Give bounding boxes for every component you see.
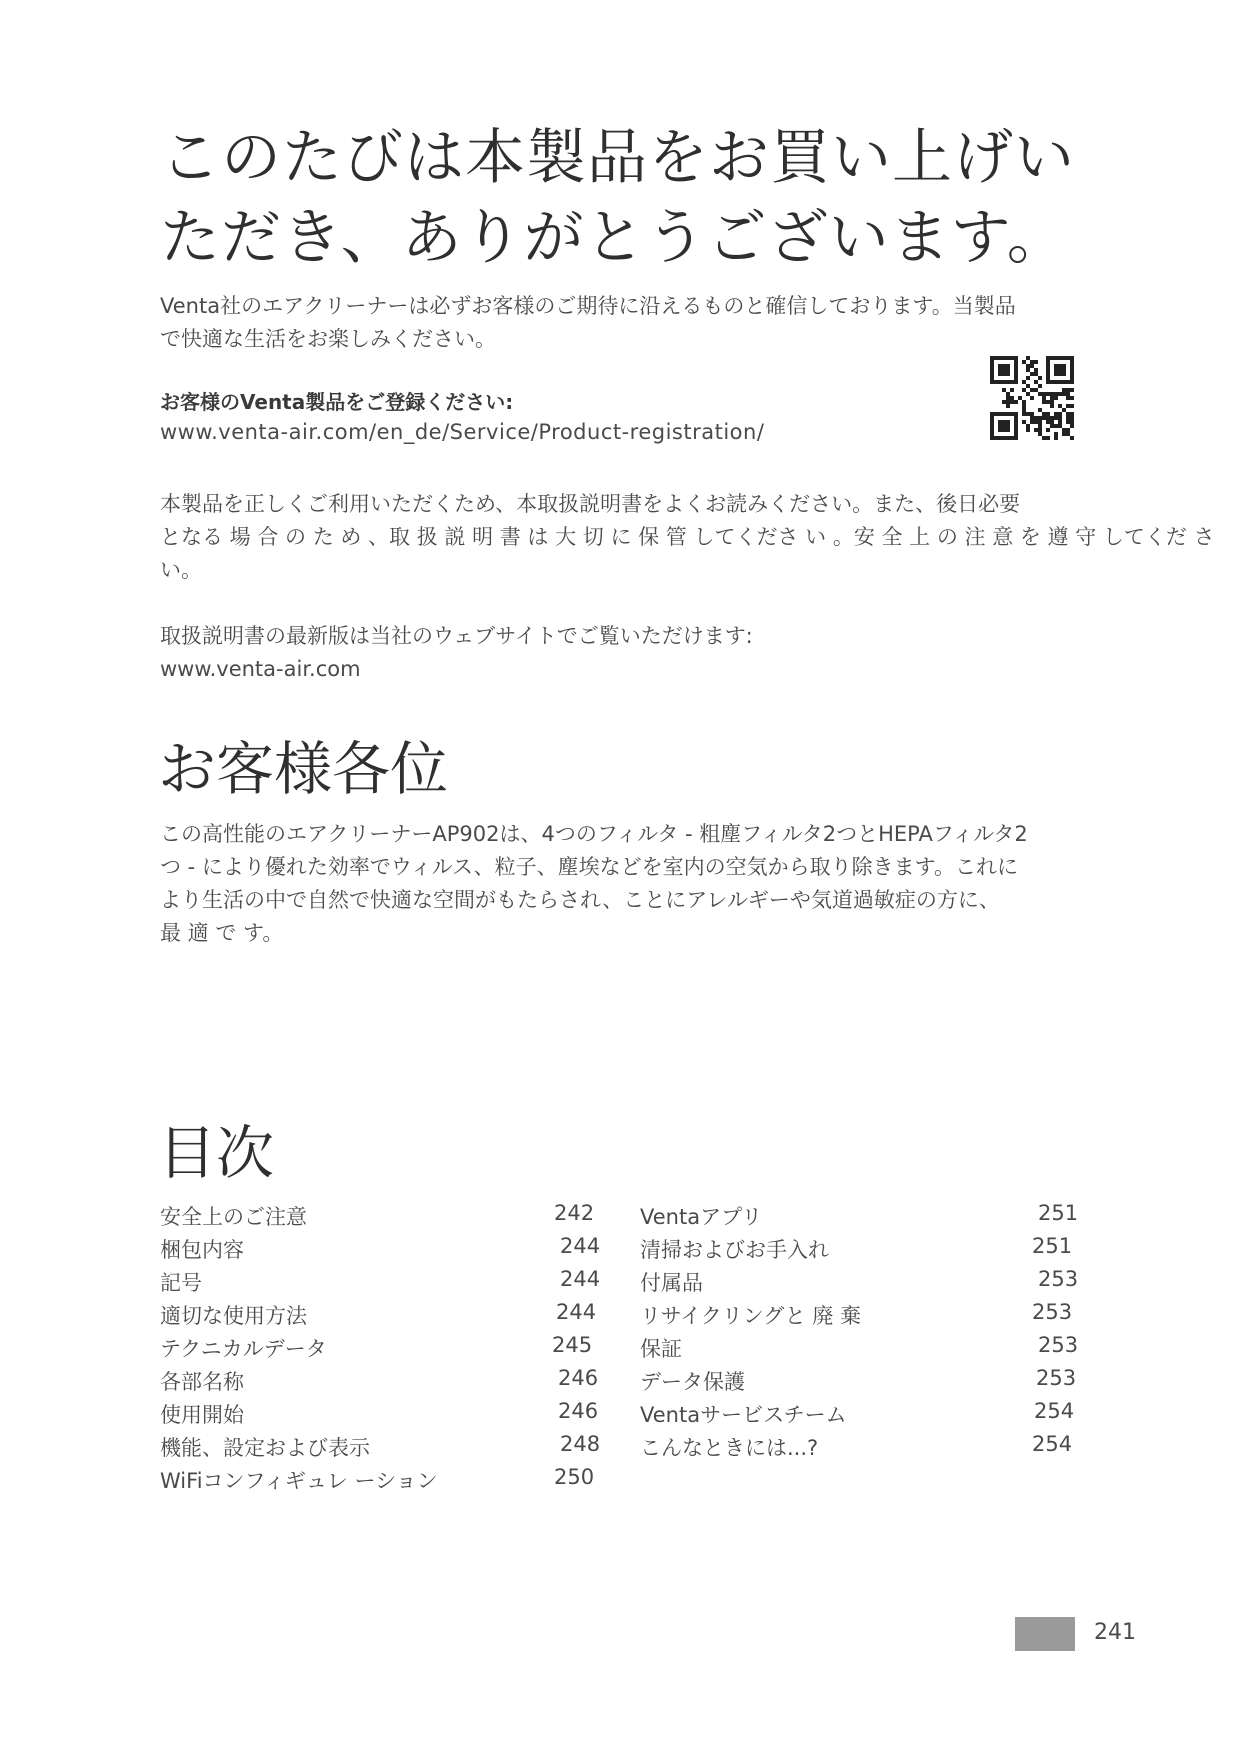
intro-paragraph [160,290,1016,356]
customers-line-2: つ - により優れた効率でウィルス、粒子、塵埃などを室内の空気から取り除きます。これに [160,855,1018,879]
toc-entry-page: 246 [558,1366,599,1390]
latest-manual-url[interactable]: www.venta-air.com [160,657,361,681]
toc-entry-label: テクニカルデータ [160,1337,327,1361]
toc-entry-label: こんなときには...? [640,1436,819,1460]
registration-url[interactable]: www.venta-air.com/en_de/Service/Product-registration/ [160,420,765,444]
toc-entry-page: 244 [560,1267,601,1291]
toc-entry-page: 246 [558,1399,599,1423]
toc-entry-page: 250 [554,1465,595,1489]
toc-entry-label: 保証 [640,1337,682,1361]
page-number: 241 [1094,1620,1136,1645]
toc-entry-page: 251 [1038,1201,1079,1225]
toc-entry-page: 253 [1036,1366,1077,1390]
toc-entry-label: データ保護 [640,1370,745,1394]
toc-entry-label: Ventaサービスチーム [640,1403,847,1427]
toc-entry-label: 安全上のご注意 [160,1205,307,1229]
read-notice-paragraph [160,488,1215,587]
registration-label: お客様のVenta製品をご登録ください: [160,390,514,414]
intro-line-1: Venta社のエアクリーナーは必ずお客様のご期待に沿えるものと確信しております。当製品 [160,294,1016,318]
toc-entry-page: 244 [556,1300,597,1324]
toc-entry-label: 機能、設定および表示 [160,1436,370,1460]
read-notice-line-3: い。 [160,558,202,582]
toc-entry-page: 244 [560,1234,601,1258]
qr-code-icon [990,356,1074,440]
latest-manual-line-1: 取扱説明書の最新版は当社のウェブサイトでご覧いただけます: [160,624,753,648]
toc-entry-page: 254 [1032,1432,1073,1456]
toc-entry-label: 記号 [160,1271,202,1295]
intro-line-2: で快適な生活をお楽しみください。 [160,327,496,351]
toc-left-column [160,1201,600,1501]
page-headline [160,118,1080,278]
toc-entry-page: 253 [1038,1267,1079,1291]
toc-entry-page: 253 [1032,1300,1073,1324]
latest-manual-paragraph [160,620,753,686]
toc-entry-page: 248 [560,1432,601,1456]
read-notice-line-1: 本製品を正しくご利用いただくため、本取扱説明書をよくお読みください。また、後日必要 [160,492,1021,516]
page-number-marker [1015,1617,1075,1651]
toc-entry-label: 使用開始 [160,1403,244,1427]
toc-entry-page: 245 [552,1333,593,1357]
toc-entry-label: 各部名称 [160,1370,244,1394]
toc-entry-page: 251 [1032,1234,1073,1258]
toc-entry-page: 242 [554,1201,595,1225]
toc-entry-label: リサイクリングと 廃 棄 [640,1304,862,1328]
toc-heading: 目次 [158,1119,275,1187]
toc-entry-label: WiFiコンフィギュレ ーション [160,1469,438,1493]
toc-entry-label: Ventaアプリ [640,1205,763,1229]
toc-entry-label: 付属品 [640,1271,703,1295]
customers-line-3: より生活の中で自然で快適な空間がもたらされ、ことにアレルギーや気道過敏症の方に、 [160,888,1000,912]
customers-line-1: この高性能のエアクリーナーAP902は、4つのフィルタ - 粗塵フィルタ2つとHEPAフィルタ2 [160,822,1028,846]
toc-right-column [640,1201,1080,1471]
customers-paragraph [160,818,1028,950]
toc-entry-label: 清掃およびお手入れ [640,1238,829,1262]
customers-line-4: 最 適 で す。 [160,921,284,945]
toc-entry-page: 254 [1034,1399,1075,1423]
read-notice-line-2: となる 場 合 の た め 、取 扱 説 明 書 は 大 切 に 保 管 してくださ い 。安 全 上 の 注 意 を 遵 守 してくだ さ [160,525,1215,549]
toc-entry-label: 梱包内容 [160,1238,244,1262]
customers-heading: お客様各位 [158,735,449,803]
toc-entry-label: 適切な使用方法 [160,1304,307,1328]
headline-line-2: ただき、ありがとうございます。 [160,203,1068,273]
headline-line-1: このたびは本製品をお買い上げい [160,123,1075,193]
toc-entry-page: 253 [1038,1333,1079,1357]
